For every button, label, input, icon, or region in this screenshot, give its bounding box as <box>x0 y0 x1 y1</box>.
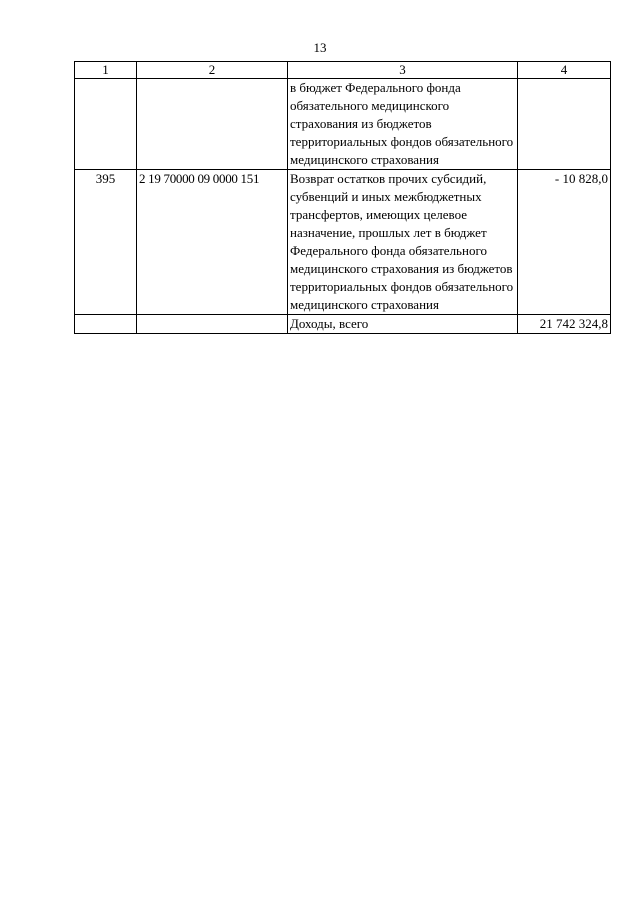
row-amount-cell <box>518 79 611 170</box>
row-amount-cell: - 10 828,0 <box>518 170 611 315</box>
header-col-1: 1 <box>75 62 137 79</box>
header-col-4: 4 <box>518 62 611 79</box>
table-row-395 <box>75 170 611 315</box>
total-amount-cell: 21 742 324,8 <box>518 315 611 334</box>
table-header-row <box>75 62 611 79</box>
revenue-table <box>74 61 611 334</box>
row-code-cell <box>137 79 288 170</box>
row-description-cell: в бюджет Федерального фонда обязательного медицинского страхования из бюджетов территориальных фондов обязательного медицинского страхования <box>288 79 518 170</box>
table-row-continuation <box>75 79 611 170</box>
total-label-cell: Доходы, всего <box>288 315 518 334</box>
row-number-cell <box>75 315 137 334</box>
table-row-total <box>75 315 611 334</box>
row-description-cell: Возврат остатков прочих субсидий, субвенций и иных межбюджетных трансфертов, имеющих целевое назначение, прошлых лет в бюджет Федерального фонда обязательного медицинского страхования из бюджетов территориальных фондов обязательного медицинского страхования <box>288 170 518 315</box>
row-code-cell <box>137 315 288 334</box>
row-number-cell <box>75 79 137 170</box>
page-number: 13 <box>313 40 327 55</box>
header-col-3: 3 <box>288 62 518 79</box>
row-number-cell: 395 <box>75 170 137 315</box>
row-code-cell: 2 19 70000 09 0000 151 <box>137 170 288 315</box>
header-col-2: 2 <box>137 62 288 79</box>
